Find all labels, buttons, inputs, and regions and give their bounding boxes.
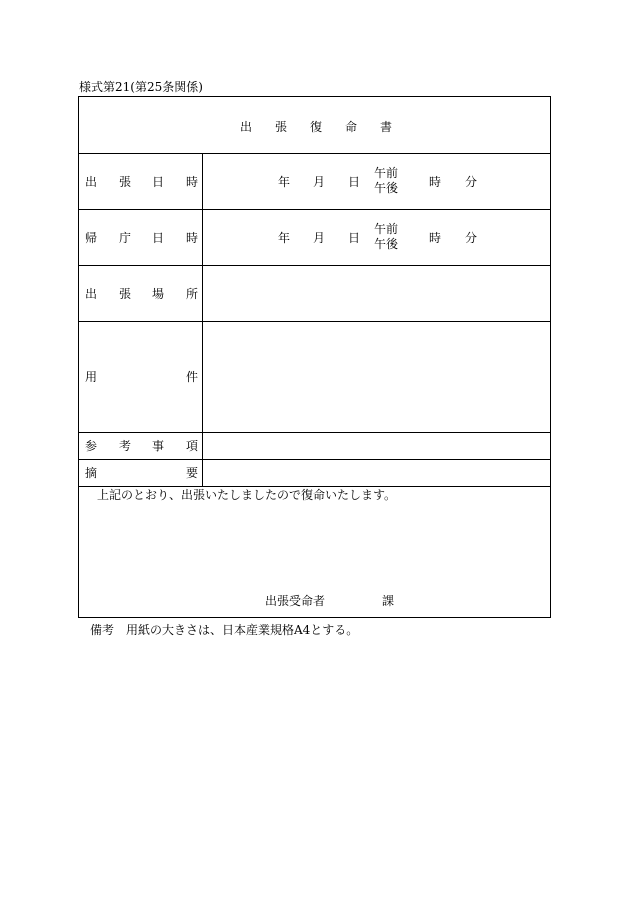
title-char: 出 xyxy=(240,120,253,134)
reference-row xyxy=(79,433,550,460)
reference-label xyxy=(79,433,203,459)
label-char: 日 xyxy=(152,231,165,245)
label-char: 場 xyxy=(152,287,165,301)
title-char: 張 xyxy=(275,120,288,134)
return-datetime-label xyxy=(79,210,203,265)
report-statement: 上記のとおり、出張いたしましたので復命いたします。 xyxy=(97,488,397,502)
return-datetime-row xyxy=(79,210,550,266)
hour-unit: 時 xyxy=(429,175,442,189)
departure-datetime-row xyxy=(79,154,550,210)
title-char: 命 xyxy=(345,120,358,134)
business-trip-report-form xyxy=(78,96,551,618)
am-option[interactable]: 午前 xyxy=(374,222,399,236)
label-char: 項 xyxy=(186,439,199,453)
trip-place-field[interactable] xyxy=(204,266,550,321)
label-char: 出 xyxy=(85,287,98,301)
month-unit: 月 xyxy=(313,175,326,189)
label-char: 日 xyxy=(152,175,165,189)
title-row xyxy=(79,97,550,154)
title-char: 復 xyxy=(310,120,323,134)
label-char: 事 xyxy=(152,439,165,453)
label-char: 参 xyxy=(85,439,98,453)
trip-place-row xyxy=(79,266,550,322)
label-char: 張 xyxy=(119,287,132,301)
label-char: 帰 xyxy=(85,231,98,245)
label-char: 要 xyxy=(186,466,199,480)
report-statement-area xyxy=(79,487,550,617)
section-label: 課 xyxy=(382,594,395,608)
label-char: 張 xyxy=(119,175,132,189)
day-unit: 日 xyxy=(348,175,361,189)
trip-place-label xyxy=(79,266,203,321)
summary-row xyxy=(79,460,550,487)
month-unit: 月 xyxy=(313,231,326,245)
year-unit: 年 xyxy=(278,231,291,245)
business-field[interactable] xyxy=(204,322,550,432)
label-char: 用 xyxy=(85,370,98,384)
title-char: 書 xyxy=(380,120,393,134)
reference-field[interactable] xyxy=(204,433,550,459)
pm-option[interactable]: 午後 xyxy=(374,237,399,251)
label-char: 庁 xyxy=(119,231,132,245)
business-row xyxy=(79,322,550,433)
summary-label xyxy=(79,460,203,486)
label-char: 考 xyxy=(119,439,132,453)
label-char: 件 xyxy=(186,370,199,384)
minute-unit: 分 xyxy=(465,231,478,245)
remarks-footnote: 備考 用紙の大きさは、日本産業規格A4とする。 xyxy=(90,623,359,637)
reporter-label: 出張受命者 xyxy=(265,594,326,608)
hour-unit: 時 xyxy=(429,231,442,245)
minute-unit: 分 xyxy=(465,175,478,189)
label-char: 出 xyxy=(85,175,98,189)
label-char: 時 xyxy=(186,231,199,245)
label-char: 所 xyxy=(186,287,199,301)
form-number-label: 様式第21(第25条関係) xyxy=(79,80,203,94)
year-unit: 年 xyxy=(278,175,291,189)
day-unit: 日 xyxy=(348,231,361,245)
business-label xyxy=(79,322,203,432)
am-option[interactable]: 午前 xyxy=(374,166,399,180)
label-char: 時 xyxy=(186,175,199,189)
departure-datetime-label xyxy=(79,154,203,209)
pm-option[interactable]: 午後 xyxy=(374,181,399,195)
summary-field[interactable] xyxy=(204,460,550,486)
label-char: 摘 xyxy=(85,466,98,480)
